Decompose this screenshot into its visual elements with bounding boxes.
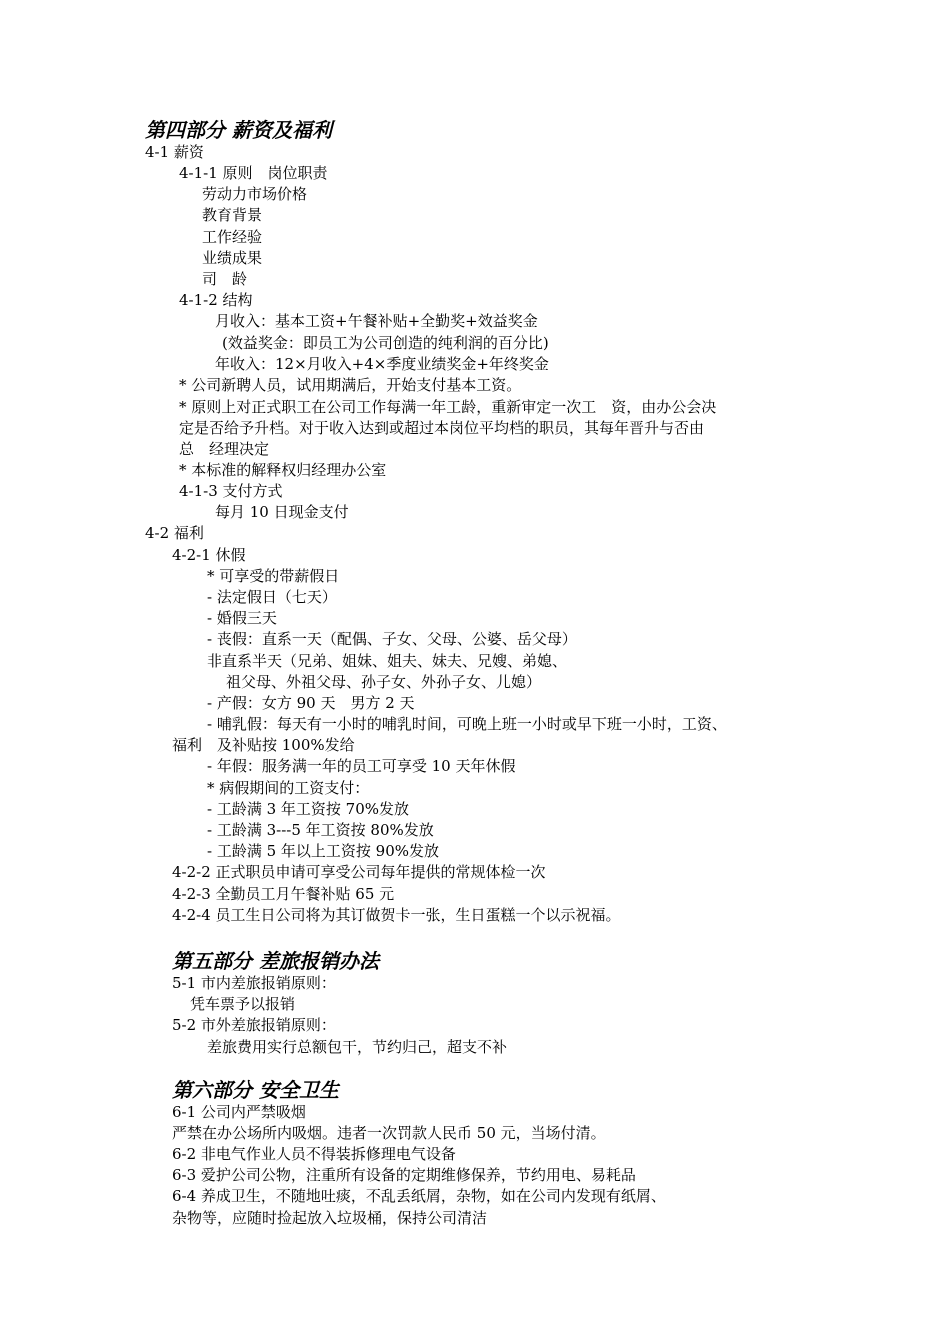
section-6-4-line1: 6-4 养成卫生，不随地吐痰，不乱丢纸屑，杂物，如在公司内发现有纸屑、 xyxy=(172,1187,666,1205)
nursing-leave-line2: 福利 及补贴按 100%发给 xyxy=(172,736,355,754)
sick-pay-rule: - 工龄满 5 年以上工资按 90%发放 xyxy=(207,842,440,860)
section-6-1-text: 严禁在办公场所内吸烟。违者一次罚款人民币 50 元，当场付清。 xyxy=(172,1124,606,1142)
paid-leave-heading: * 可享受的带薪假日 xyxy=(207,567,340,585)
note-review-line1: * 原则上对正式职工在公司工作每满一年工龄，重新审定一次工 资，由办公会决 xyxy=(179,398,717,416)
note-interpretation: * 本标准的解释权归经理办公室 xyxy=(179,461,387,479)
legal-holidays: - 法定假日（七天） xyxy=(207,588,337,606)
note-review-line3: 总 经理决定 xyxy=(179,440,270,458)
section-5-1: 5-1 市内差旅报销原则： xyxy=(172,974,336,992)
section-4-2-2: 4-2-2 正式职员申请可享受公司每年提供的常规体检一次 xyxy=(172,863,546,881)
sick-pay-heading: * 病假期间的工资支付： xyxy=(207,779,370,797)
section-4-2: 4-2 福利 xyxy=(145,524,204,542)
section-4-2-3: 4-2-3 全勤员工月午餐补贴 65 元 xyxy=(172,885,395,903)
principle-item: 教育背景 xyxy=(202,206,263,224)
section-6-4-line2: 杂物等，应随时捡起放入垃圾桶，保持公司清洁 xyxy=(172,1209,488,1227)
section-5-2: 5-2 市外差旅报销原则： xyxy=(172,1016,336,1034)
marriage-leave: - 婚假三天 xyxy=(207,609,277,627)
sick-pay-rule: - 工龄满 3 年工资按 70%发放 xyxy=(207,800,410,818)
note-review-line2: 定是否给予升档。对于收入达到或超过本岗位平均档的职员，其每年晋升与否由 xyxy=(179,419,705,437)
annual-leave: - 年假：服务满一年的员工可享受 10 天年休假 xyxy=(207,757,516,775)
nursing-leave-line1: - 哺乳假：每天有一小时的哺乳时间，可晚上班一小时或早下班一小时，工资、 xyxy=(207,715,727,733)
section-4-1: 4-1 薪资 xyxy=(145,143,204,161)
principle-item: 工作经验 xyxy=(202,228,263,246)
section-4-1-1: 4-1-1 原则 岗位职责 xyxy=(179,164,328,182)
nondirect-leave-line2: 祖父母、外祖父母、孙子女、外孙子女、儿媳） xyxy=(226,673,542,691)
annual-income: 年收入：12×月收入+4×季度业绩奖金+年终奖金 xyxy=(215,355,549,373)
part5-title: 第五部分 差旅报销办法 xyxy=(172,949,379,973)
part4-title: 第四部分 薪资及福利 xyxy=(145,118,332,142)
section-4-2-4: 4-2-4 员工生日公司将为其订做贺卡一张，生日蛋糕一个以示祝福。 xyxy=(172,906,621,924)
section-5-1-text: 凭车票予以报销 xyxy=(190,995,296,1013)
maternity-leave: - 产假：女方 90 天 男方 2 天 xyxy=(207,694,415,712)
bonus-note: (效益奖金：即员工为公司创造的纯利润的百分比) xyxy=(222,334,549,352)
section-6-2: 6-2 非电气作业人员不得装拆修理电气设备 xyxy=(172,1145,456,1163)
part6-title: 第六部分 安全卫生 xyxy=(172,1078,339,1102)
principle-item: 司 龄 xyxy=(202,270,248,288)
monthly-income: 月收入：基本工资+午餐补贴+全勤奖+效益奖金 xyxy=(215,312,538,330)
note-new-hire: * 公司新聘人员，试用期满后，开始支付基本工资。 xyxy=(179,376,522,394)
nondirect-leave-line1: 非直系半天（兄弟、姐妹、姐夫、妹夫、兄嫂、弟媳、 xyxy=(207,652,568,670)
principle-item: 劳动力市场价格 xyxy=(202,185,308,203)
section-5-2-text: 差旅费用实行总额包干，节约归己，超支不补 xyxy=(207,1038,508,1056)
section-4-2-1: 4-2-1 休假 xyxy=(172,546,246,564)
payment-method: 每月 10 日现金支付 xyxy=(215,503,349,521)
principle-item: 业绩成果 xyxy=(202,249,263,267)
sick-pay-rule: - 工龄满 3---5 年工资按 80%发放 xyxy=(207,821,434,839)
section-4-1-2: 4-1-2 结构 xyxy=(179,291,253,309)
funeral-leave: - 丧假：直系一天（配偶、子女、父母、公婆、岳父母） xyxy=(207,630,577,648)
section-6-3: 6-3 爱护公司公物，注重所有设备的定期维修保养，节约用电、易耗品 xyxy=(172,1166,636,1184)
section-6-1: 6-1 公司内严禁吸烟 xyxy=(172,1103,306,1121)
section-4-1-3: 4-1-3 支付方式 xyxy=(179,482,283,500)
